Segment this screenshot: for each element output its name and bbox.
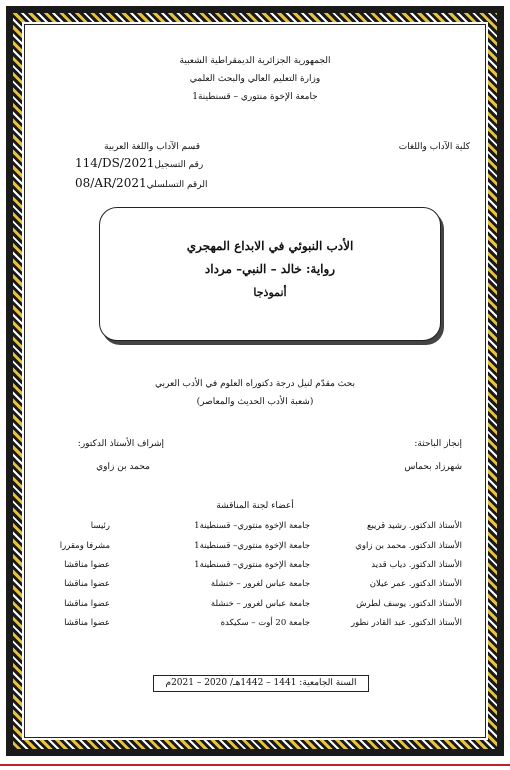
member-university: جامعة الإخوة منتوري– قسنطينة1 [194, 521, 310, 531]
academic-year: السنة الجامعية: 1441 – 1442هـ/ 2020 – 2021م [153, 675, 369, 692]
member-university: جامعة عباس لغرور – خنشلة [210, 579, 310, 589]
committee-row [0, 559, 510, 572]
thesis-title-line3: أنموذجا [253, 286, 287, 299]
member-name: الأستاذ الدكتور. رشيد قريبع [366, 521, 462, 531]
member-name: الأستاذ الدكتور. دياب قديد [371, 560, 462, 570]
supervisor-label: إشراف الأستاذ الدكتور: [77, 439, 164, 449]
thesis-title-line1: الأدب النبوئي في الابداع المهجري [186, 239, 354, 253]
student-label: إنجاز الباحثة: [414, 439, 462, 449]
registration-value: 114/DS/2021 [75, 156, 155, 170]
committee-row [0, 578, 510, 591]
header-ministry: وزارة التعليم العالي والبحث العلمي [189, 74, 321, 84]
bottom-rule [0, 764, 510, 766]
member-name: الأستاذ الدكتور. عبد القادر نطور [351, 618, 462, 628]
member-university: جامعة الإخوة منتوري– قسنطينة1 [194, 560, 310, 570]
student-name: شهرزاد بحماس [404, 462, 462, 472]
member-role: رئيسا [90, 521, 110, 531]
member-name: الأستاذ الدكتور. محمد بن زاوي [355, 541, 462, 551]
serial-line [75, 177, 207, 191]
supervisor-name: محمد بن زاوي [96, 462, 150, 472]
committee-row [0, 617, 510, 630]
serial-value: 08/AR/2021 [75, 176, 147, 190]
committee-row [0, 598, 510, 611]
thesis-description: بحث مقدّم لنيل درجة دكتوراه العلوم في الأدب العربي [155, 379, 355, 389]
header-university: جامعة الإخوة منتوري – قسنطينة1 [192, 92, 318, 102]
department-name: قسم الآداب واللغة العربية [104, 142, 200, 152]
member-university: جامعة 20 أوت – سكيكدة [220, 618, 310, 628]
header-republic: الجمهورية الجزائرية الديمقراطية الشعبية [179, 56, 331, 66]
member-university: جامعة عباس لغرور – خنشلة [210, 599, 310, 609]
member-role: عضوا مناقشا [64, 579, 110, 589]
member-university: جامعة الإخوة منتوري– قسنطينة1 [194, 541, 310, 551]
member-role: عضوا مناقشا [64, 560, 110, 570]
member-role: مشرفا ومقررا [59, 541, 110, 551]
thesis-specialty: (شعبة الأدب الحديث والمعاصر) [196, 397, 314, 407]
registration-line [75, 157, 203, 171]
member-name: الأستاذ الدكتور. عمر عيلان [369, 579, 462, 589]
member-name: الأستاذ الدكتور. يوسف لطرش [356, 599, 462, 609]
member-role: عضوا مناقشا [64, 599, 110, 609]
faculty-name: كلية الآداب واللغات [398, 142, 470, 152]
committee-row [0, 520, 510, 533]
registration-label: رقم التسجيل [154, 160, 204, 170]
committee-row [0, 540, 510, 553]
committee-heading: أعضاء لجنة المناقشة [216, 501, 294, 511]
member-role: عضوا مناقشا [64, 618, 110, 628]
serial-label: الرقم التسلسلي [146, 180, 208, 190]
thesis-title-line2: رواية: خالد – النبي– مرداد [204, 262, 336, 276]
